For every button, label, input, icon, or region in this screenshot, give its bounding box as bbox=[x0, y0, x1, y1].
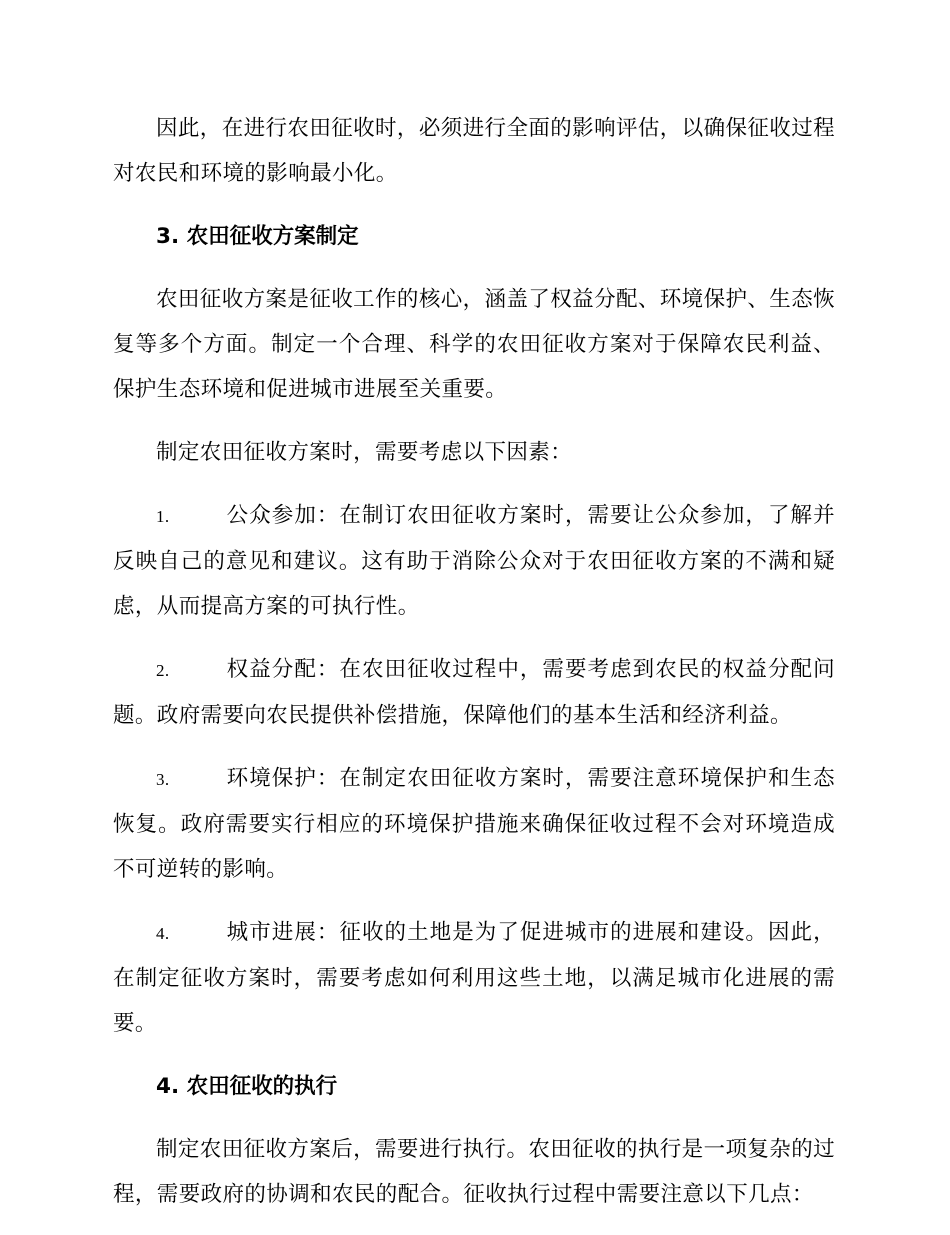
document-page bbox=[113, 106, 835, 1235]
intro-paragraph: 因此，在进行农田征收时，必须进行全面的影响评估，以确保征收过程对农民和环境的影响最小化。 bbox=[113, 116, 835, 186]
list-item-text: 城市进展：征收的土地是为了促进城市的进展和建设。因此，在制定征收方案时，需要考虑如何利用这些土地，以满足城市化进展的需要。 bbox=[113, 920, 835, 1036]
section-3-paragraph-1: 农田征收方案是征收工作的核心，涵盖了权益分配、环境保护、生态恢复等多个方面。制定一个合理、科学的农田征收方案对于保障农民利益、保护生态环境和促进城市进展至关重要。 bbox=[113, 287, 835, 402]
list-item bbox=[113, 756, 835, 892]
list-item-number: 2. bbox=[156, 661, 170, 680]
list-item-number: 4. bbox=[156, 924, 170, 943]
list-item-number: 3. bbox=[156, 770, 170, 789]
list-item-text: 环境保护：在制定农田征收方案时，需要注意环境保护和生态恢复。政府需要实行相应的环境保护措施来确保征收过程不会对环境造成不可逆转的影响。 bbox=[113, 766, 835, 882]
section-3-paragraph-2: 制定农田征收方案时，需要考虑以下因素： bbox=[156, 440, 573, 465]
list-item bbox=[113, 647, 835, 738]
list-item-text: 权益分配：在农田征收过程中，需要考虑到农民的权益分配问题。政府需要向农民提供补偿措施，保障他们的基本生活和经济利益。 bbox=[113, 657, 835, 728]
section-4-paragraph-1: 制定农田征收方案后，需要进行执行。农田征收的执行是一项复杂的过程，需要政府的协调和农民的配合。征收执行过程中需要注意以下几点： bbox=[113, 1137, 835, 1207]
list-item-number: 1. bbox=[156, 507, 170, 526]
section-3-heading: 3. 农田征收方案制定 bbox=[156, 224, 359, 249]
section-4-heading: 4. 农田征收的执行 bbox=[156, 1074, 338, 1099]
list-item-text: 公众参加：在制订农田征收方案时，需要让公众参加，了解并反映自己的意见和建议。这有助于消除公众对于农田征收方案的不满和疑虑，从而提高方案的可执行性。 bbox=[113, 503, 835, 619]
list-item bbox=[113, 910, 835, 1046]
list-item bbox=[113, 493, 835, 629]
